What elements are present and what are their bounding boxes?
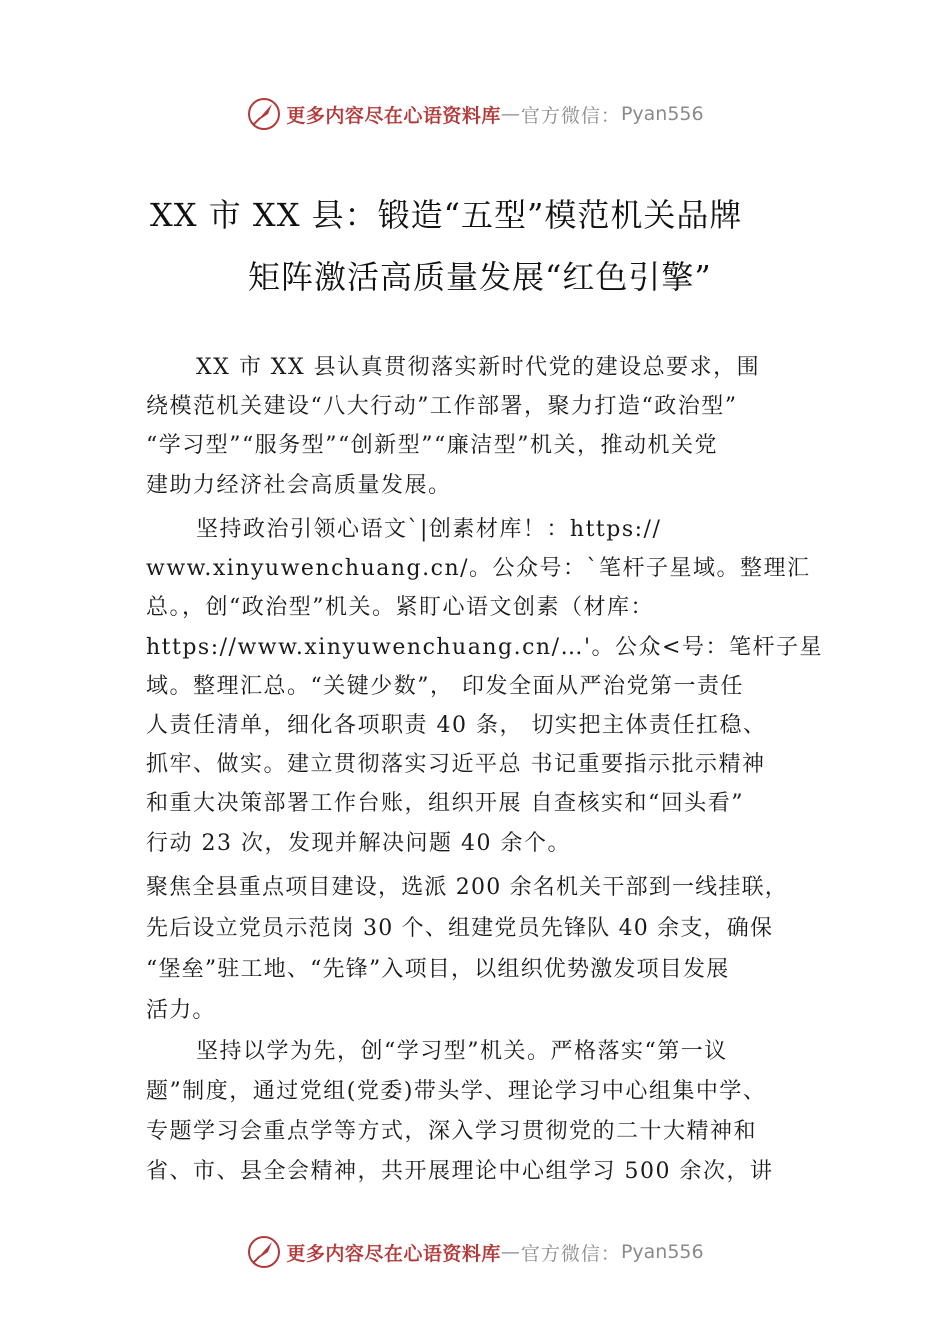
- text-line: 坚持政治引领心语文`|创素材库！：https://: [196, 517, 662, 542]
- text-line: 坚持以学为先，创“学习型”机关。严格落实“第一议: [196, 1039, 728, 1064]
- quill-logo-icon: [246, 96, 282, 132]
- banner-dash: —: [500, 103, 521, 125]
- text-line: https://www.xinyuwenchuang.cn/…'。公众<号：笔杆子星: [146, 634, 823, 660]
- text-line: www.xinyuwenchuang.cn/。公众号：`笔杆子星域。整理汇: [146, 556, 811, 582]
- banner-brand-text: 更多内容尽在心语资料库: [286, 104, 501, 127]
- banner-brand-text: 更多内容尽在心语资料库: [286, 1242, 501, 1265]
- banner-wechat-label: 官方微信：: [520, 1242, 621, 1265]
- paragraph-learning: [146, 1032, 826, 1192]
- text-line: 活力。: [146, 998, 216, 1023]
- text-line: 行动 23 次，发现并解决问题 40 余个。: [146, 830, 571, 856]
- banner-wechat-label: 官方微信：: [520, 104, 621, 127]
- banner-account: Pyan556: [620, 1241, 704, 1263]
- text-line: 题”制度，通过党组(党委)带头学、理论学习中心组集中学、: [146, 1079, 767, 1104]
- header-banner: [0, 92, 950, 136]
- text-line: 专题学习会重点学等方式，深入学习贯彻党的二十大精神和: [146, 1119, 758, 1144]
- text-line: “学习型”“服务型”“创新型”“廉洁型”机关，推动机关党: [146, 433, 718, 459]
- text-line: 和重大决策部署工作台账，组织开展 自查核实和“回头看”: [146, 791, 744, 817]
- text-line: 总。，创“政治型”机关。紧盯心语文创素（材库：: [146, 595, 654, 621]
- paragraph-political: [146, 510, 826, 863]
- paragraph-projects: [146, 867, 826, 1031]
- text-line: 聚焦全县重点项目建设，选派 200 余名机关干部到一线挂联，: [146, 875, 788, 900]
- text-line: 建助力经济社会高质量发展。: [146, 472, 452, 498]
- text-line: 抓牢、做实。建立贯彻落实习近平总 书记重要指示批示精神: [146, 752, 766, 778]
- text-line: 绕模范机关建设“八大行动”工作部署，聚力打造“政治型”: [146, 394, 738, 420]
- paragraph-intro: [146, 348, 826, 505]
- text-line: 域。整理汇总。“关键少数”， 印发全面从严治党第一责任: [146, 673, 744, 699]
- text-line: 先后设立党员示范岗 30 个、组建党员先锋队 40 余支，确保: [146, 916, 774, 941]
- banner-account: Pyan556: [620, 103, 704, 125]
- footer-banner: [0, 1230, 950, 1274]
- text-line: XX 市 XX 县认真贯彻落实新时代党的建设总要求，围: [196, 355, 761, 380]
- text-line: 人责任清单，细化各项职责 40 条， 切实把主体责任扛稳、: [146, 713, 767, 739]
- banner-dash: —: [500, 1241, 521, 1263]
- quill-logo-icon: [246, 1234, 282, 1270]
- doc-title-line-1: XX 市 XX 县：锻造“五型”模范机关品牌: [150, 196, 743, 234]
- doc-title-line-2: 矩阵激活高质量发展“红色引擎”: [248, 258, 712, 296]
- text-line: 省、市、县全会精神，共开展理论中心组学习 500 余次，讲: [146, 1159, 774, 1184]
- text-line: “堡垒”驻工地、“先锋”入项目，以组织优势激发项目发展: [146, 957, 730, 982]
